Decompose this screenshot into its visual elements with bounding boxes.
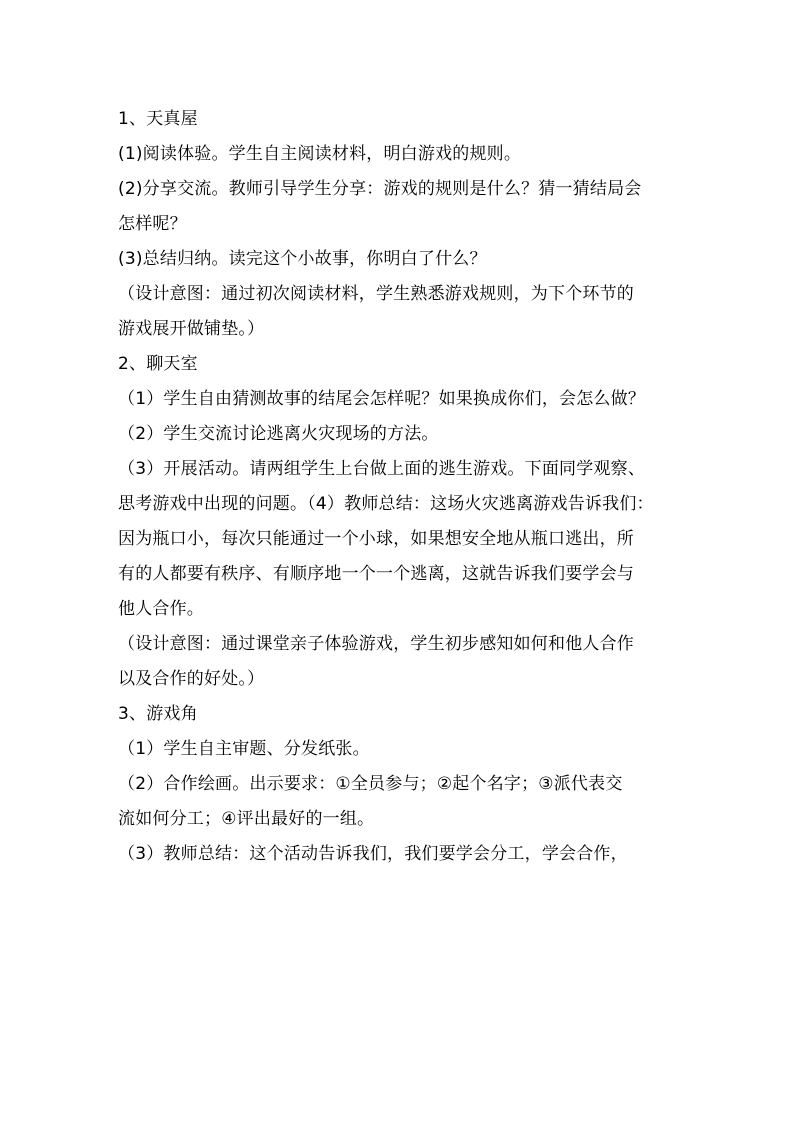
text-line: （2）学生交流讨论逃离火灾现场的方法。	[118, 424, 439, 444]
text-line: （3）教师总结：这个活动告诉我们，我们要学会分工，学会合作，	[118, 844, 628, 864]
text-line: (2)分享交流。教师引导学生分享：游戏的规则是什么？猜一猜结局会	[118, 179, 642, 199]
text-line: 有的人都要有秩序、有顺序地一个一个逃离，这就告诉我们要学会与	[118, 564, 634, 584]
text-line: （1）学生自主审题、分发纸张。	[118, 739, 370, 759]
design-intent-line: 游戏展开做铺垫。）	[118, 319, 265, 339]
section-heading-3: 3、游戏角	[118, 704, 198, 724]
text-line: (1)阅读体验。学生自主阅读材料，明白游戏的规则。	[118, 144, 522, 164]
text-line: (3)总结归纳。读完这个小故事，你明白了什么？	[118, 249, 487, 269]
design-intent-line: （设计意图：通过初次阅读材料，学生熟悉游戏规则，为下个环节的	[118, 284, 634, 304]
text-line: 因为瓶口小，每次只能通过一个小球，如果想安全地从瓶口逃出，所	[118, 529, 634, 549]
section-heading-2: 2、聊天室	[118, 354, 198, 374]
document-body	[118, 102, 678, 872]
design-intent-line: 以及合作的好处。）	[118, 669, 265, 689]
text-line: 流如何分工；④评出最好的一组。	[118, 809, 375, 829]
section-heading-1: 1、天真屋	[118, 109, 198, 129]
text-line: 怎样呢？	[118, 214, 187, 234]
text-line: 他人合作。	[118, 599, 204, 619]
text-line: （1）学生自由猜测故事的结尾会怎样呢？如果换成你们，会怎么做？	[118, 389, 646, 409]
text-line: （3）开展活动。请两组学生上台做上面的逃生游戏。下面同学观察、	[118, 459, 646, 479]
text-line: （2）合作绘画。出示要求：①全员参与；②起个名字；③派代表交	[118, 774, 623, 794]
text-line: 思考游戏中出现的问题。（4）教师总结：这场火灾逃离游戏告诉我们：	[118, 494, 654, 514]
design-intent-line: （设计意图：通过课堂亲子体验游戏，学生初步感知如何和他人合作	[118, 634, 634, 654]
